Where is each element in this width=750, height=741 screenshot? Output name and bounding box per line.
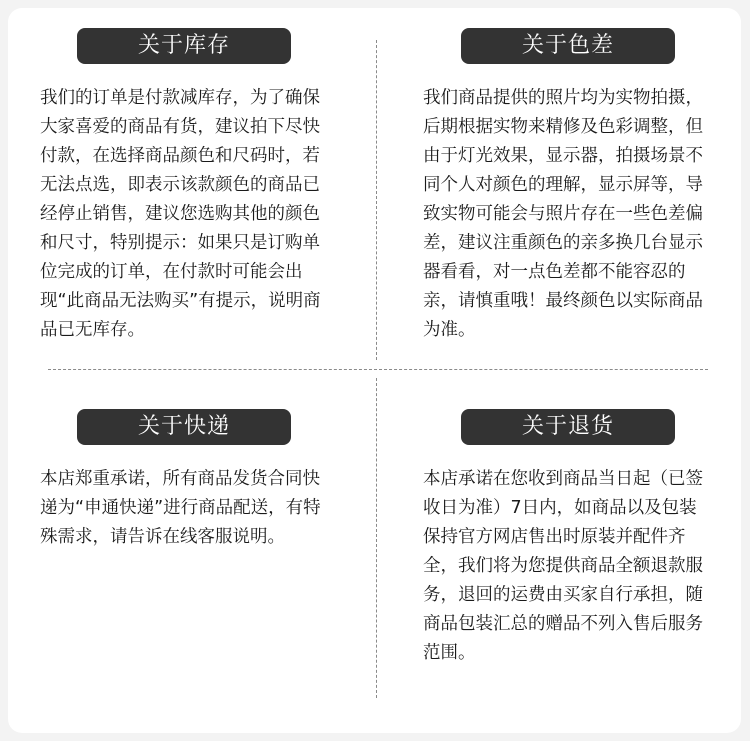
section-return-title: 关于退货	[461, 409, 675, 445]
vertical-divider-bottom	[376, 378, 377, 698]
horizontal-divider	[48, 369, 708, 370]
section-color-title: 关于色差	[461, 28, 675, 64]
section-delivery-body: 本店郑重承诺，所有商品发货合同快递为“申通快递”进行商品配送，有特殊需求，请告诉在线客服说明。	[40, 469, 321, 547]
section-color-body: 我们商品提供的照片均为实物拍摄，后期根据实物来精修及色彩调整，但由于灯光效果，显示器，拍摄场景不同个人对颜色的理解，显示屏等，导致实物可能会与照片存在一些色差偏差，建议注重颜色的亲多换几台显示器看看，对一点色差都不能容忍的亲，请慎重哦！最终颜色以实际商品为准。	[423, 88, 703, 340]
section-return	[423, 409, 713, 668]
section-delivery	[40, 409, 328, 552]
section-stock-body: 我们的订单是付款减库存，为了确保大家喜爱的商品有货，建议拍下尽快付款，在选择商品颜色和尺码时，若无法点选，即表示该款颜色的商品已经停止销售，建议您选购其他的颜色和尺寸，特别提示：如果只是订购单位完成的订单，在付款时可能会出现“此商品无法购买”有提示，说明商品已无库存。	[40, 88, 321, 340]
section-stock-title: 关于库存	[77, 28, 291, 64]
section-return-body: 本店承诺在您收到商品当日起（已签收日为准）7日内，如商品以及包装保持官方网店售出时原装并配件齐全，我们将为您提供商品全额退款服务，退回的运费由买家自行承担，随商品包装汇总的赠品不列入售后服务范围。	[423, 469, 703, 663]
vertical-divider-top	[376, 40, 377, 360]
section-stock	[40, 28, 328, 345]
section-delivery-title: 关于快递	[77, 409, 291, 445]
section-color	[423, 28, 713, 345]
